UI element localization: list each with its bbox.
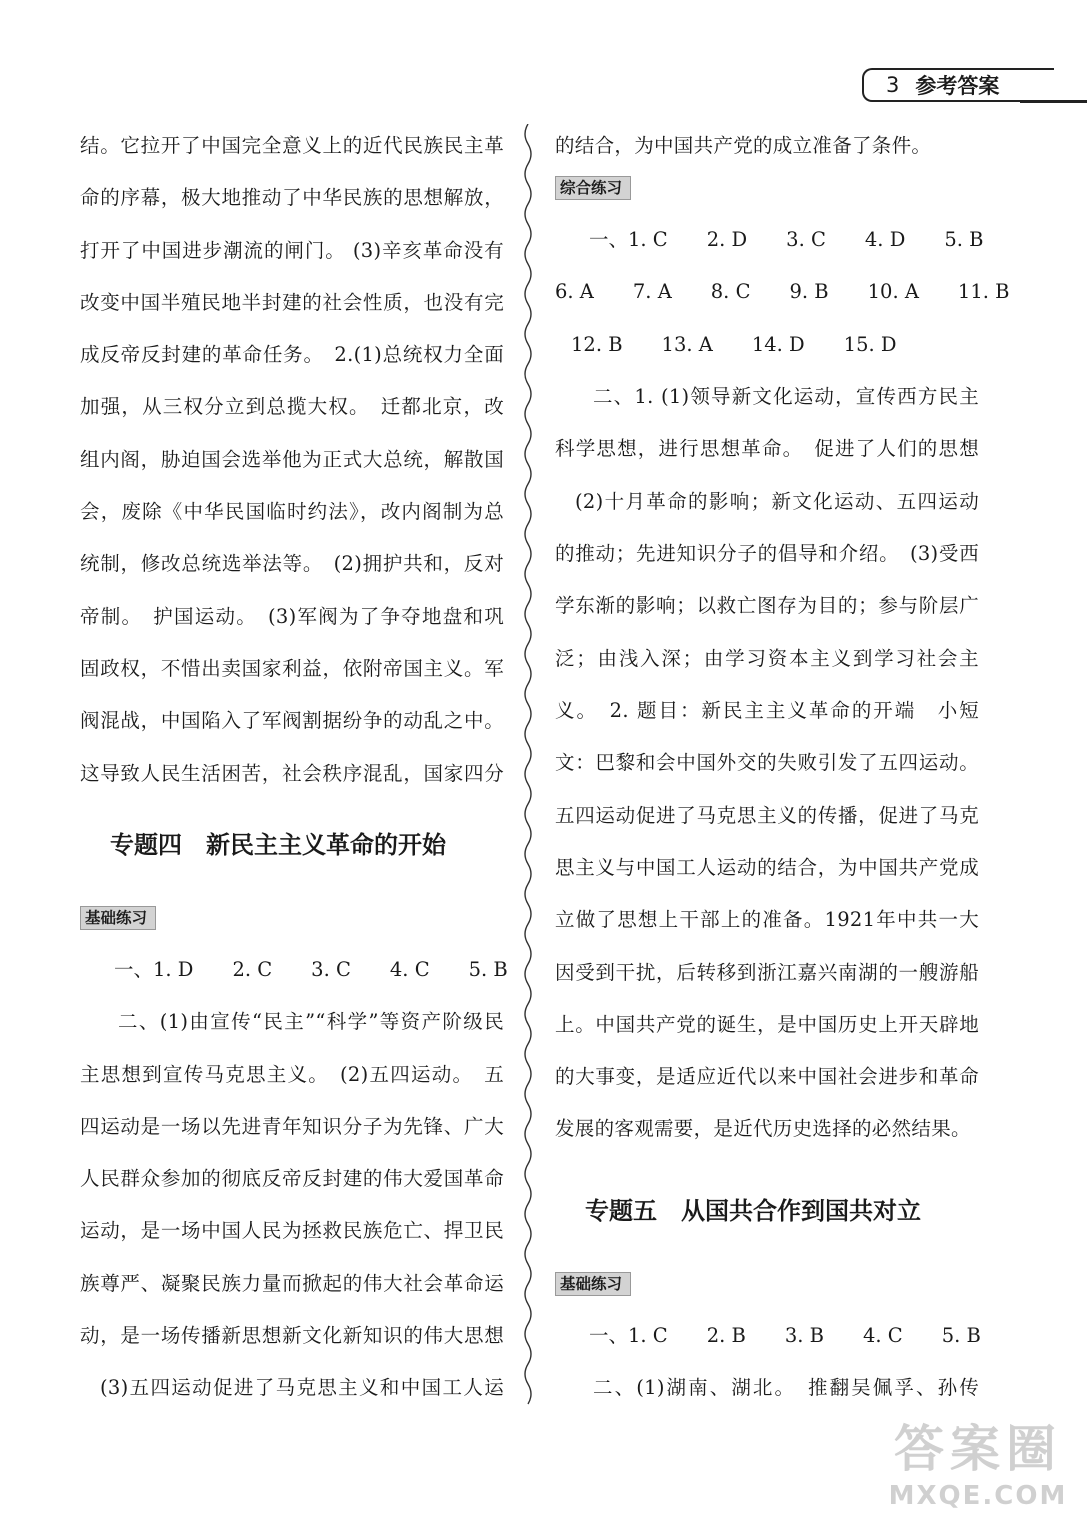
section-5-paragraph: 二、(1)湖南、湖北。 推翻吴佩孚、孙传 [593,1376,979,1400]
section-4-title: 专题四 新民主主义革命的开始 [110,831,446,859]
right-paragraph-3: (2)十月革命的影响；新文化运动、五四运动的推动；先进知识分子的倡导和介绍。 (3)受西学东渐的影响；以救亡图存为目的；参与阶层广泛；由浅入深；由学习资本主义到学习社会主义。 2. 题目：新民主主义革命的开端 小短文：巴黎和会中国外交的失败引发了五四运动。五四运动促进了马克思主义的传播，促进了马克思主义与中国工人运动的结合，为中国共产党成立做了思想上干部上的准备。1921年中共一大因受到干扰，后转移到浙江嘉兴南湖的一艘游船上。中国共产党的诞生，是中国历史上开天辟地的大事变，是适应近代以来中国社会进步和革命发展的客观需要，是近代历史选择的必然结果。 [555,489,979,1141]
section-4-tag: 基础练习 [80,906,156,930]
section-5-title: 专题五 从国共合作到国共对立 [585,1196,921,1225]
left-paragraph-1: 结。它拉开了中国完全意义上的近代民族民主革命的序幕，极大地推动了中华民族的思想解放，打开了中国进步潮流的闸门。 (3)辛亥革命没有改变中国半殖民地半封建的社会性质，也没有完成反帝反封建的革命任务。 2.(1)总统权力全面加强，从三权分立到总揽大权。 迁都北京，改组内阁，胁迫国会选举他为正式大总统，解散国会，废除《中华民国临时约法》，改内阁制为总统制，修改总统选举法等。 (2)拥护共和，反对帝制。 护国运动。 (3)军阀为了争夺地盘和巩固政权，不惜出卖国家利益，依附帝国主义。军阀混战，中国陷入了军阀割据纷争的动乱之中。这导致人民生活困苦，社会秩序混乱，国家四分 [80,134,504,785]
left-column [80,120,508,1440]
section-4-paragraph: 二、(1)由宣传“民主”“科学”等资产阶级民主思想到宣传马克思主义。 (2)五四运动。 五四运动是一场以先进青年知识分子为先锋、广大人民群众参加的彻底反帝反封建的伟大爱国革命运动，是一场中国人民为拯救民族危亡、捍卫民族尊严、凝聚民族力量而掀起的伟大社会革命运动，是一场传播新思想新文化新知识的伟大思想 [80,1010,504,1348]
section-4-tag-row [80,906,504,936]
section-5-choice-answers: 一、1. C 2. B 3. B 4. C 5. B [589,1323,981,1347]
right-column [555,120,1010,1420]
choice-row-1: 一、1. C 2. D 3. C 4. D 5. B [589,228,984,251]
section-4-paragraph-2: (3)五四运动促进了马克思主义和中国工人运 [100,1376,504,1400]
header-rule [1020,100,1087,103]
choice-row-3: 12. B 13. A 14. D 15. D [571,332,897,356]
watermark-url: MXQE.COM [888,1481,1068,1511]
section-5-tag-row [555,1272,979,1302]
watermark-logo [883,1416,1073,1526]
zonghe-tag: 综合练习 [555,176,631,200]
choice-row-2: 6. A 7. A 8. C 9. B 10. A 11. B [555,280,1010,304]
page-number: 3 [886,73,900,97]
header-title: 参考答案 [915,74,1000,98]
section-5-tag: 基础练习 [555,1272,631,1296]
watermark-big-text: 答案圈 [894,1420,1062,1478]
zonghe-tag-row [555,176,979,206]
column-divider [518,124,538,1414]
right-paragraph-2: 二、1. (1)领导新文化运动，宣传西方民主科学思想，进行思想革命。 促进了人们的思想 [555,384,979,461]
right-paragraph-1: 的结合，为中国共产党的成立准备了条件。 [555,134,932,157]
section-4-choice-answers: 一、1. D 2. C 3. C 4. C 5. B [114,958,508,981]
page-header-tab [862,68,1054,102]
